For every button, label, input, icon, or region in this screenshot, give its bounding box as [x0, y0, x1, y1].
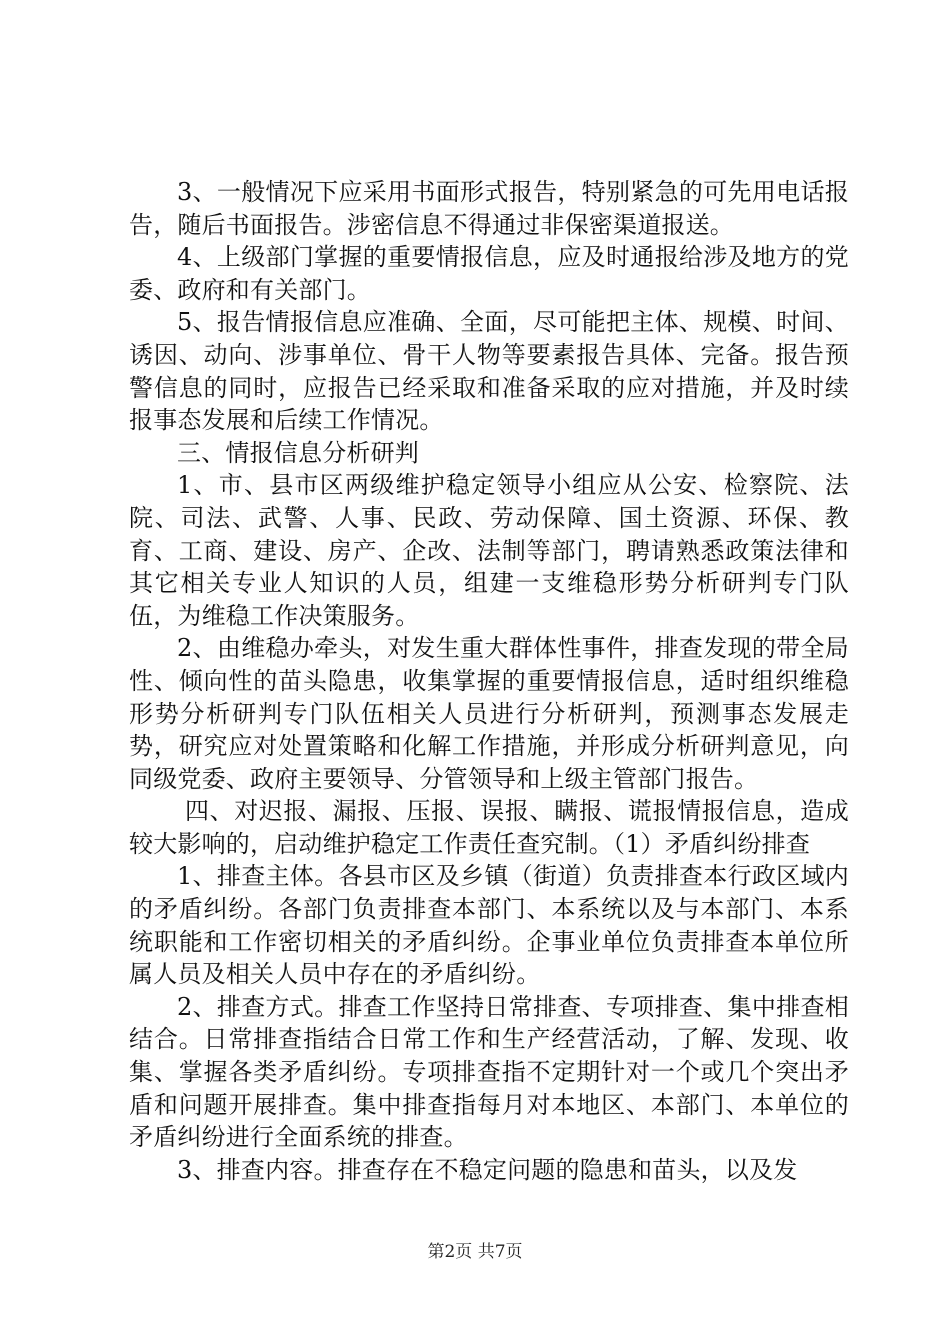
- paragraph-screening-3: 3、排查内容。排查存在不稳定问题的隐患和苗头，以及发: [177, 1155, 798, 1184]
- document-body: [129, 176, 849, 1186]
- paragraph-analysis-1: 1、市、县市区两级维护稳定领导小组应从公安、检察院、法院、司法、武警、人事、民政、劳动保障、国土资源、环保、教育、工商、建设、房产、企改、法制等部门，聘请熟悉政策法律和其它相关专业人知识的人员，组建一支维稳形势分析研判专门队伍，为维稳工作决策服务。: [129, 471, 849, 630]
- section-heading-accountability: 四、对迟报、漏报、压报、误报、瞒报、谎报情报信息，造成较大影响的，启动维护稳定工作责任查究制。（1）矛盾纠纷排查: [129, 797, 849, 858]
- page-number-footer: 第2页 共7页: [427, 1242, 523, 1262]
- section-heading-analysis: 三、情报信息分析研判: [177, 438, 419, 467]
- paragraph-screening-2: 2、排查方式。排查工作坚持日常排查、专项排查、集中排查相结合。日常排查指结合日常工作和生产经营活动，了解、发现、收集、掌握各类矛盾纠纷。专项排查指不定期针对一个或几个突出矛盾和问题开展排查。集中排查指每月对本地区、本部门、本单位的矛盾纠纷进行全面系统的排查。: [129, 992, 849, 1152]
- paragraph-screening-1: 1、排查主体。各县市区及乡镇（街道）负责排查本行政区域内的矛盾纠纷。各部门负责排查本部门、本系统以及与本部门、本系统职能和工作密切相关的矛盾纠纷。企事业单位负责排查本单位所属人员及相关人员中存在的矛盾纠纷。: [129, 862, 849, 989]
- paragraph-analysis-2: 2、由维稳办牵头，对发生重大群体性事件，排查发现的带全局性、倾向性的苗头隐患，收集掌握的重要情报信息，适时组织维稳形势分析研判专门队伍相关人员进行分析研判，预测事态发展走势，研究应对处置策略和化解工作措施，并形成分析研判意见，向同级党委、政府主要领导、分管领导和上级主管部门报告。: [129, 634, 849, 793]
- paragraph-item-5: 5、报告情报信息应准确、全面，尽可能把主体、规模、时间、诱因、动向、涉事单位、骨干人物等要素报告具体、完备。报告预警信息的同时，应报告已经采取和准备采取的应对措施，并及时续报事态发展和后续工作情况。: [129, 308, 849, 435]
- paragraph-item-4: 4、上级部门掌握的重要情报信息，应及时通报给涉及地方的党委、政府和有关部门。: [129, 243, 849, 304]
- paragraph-item-3: 3、一般情况下应采用书面形式报告，特别紧急的可先用电话报告，随后书面报告。涉密信息不得通过非保密渠道报送。: [129, 178, 849, 239]
